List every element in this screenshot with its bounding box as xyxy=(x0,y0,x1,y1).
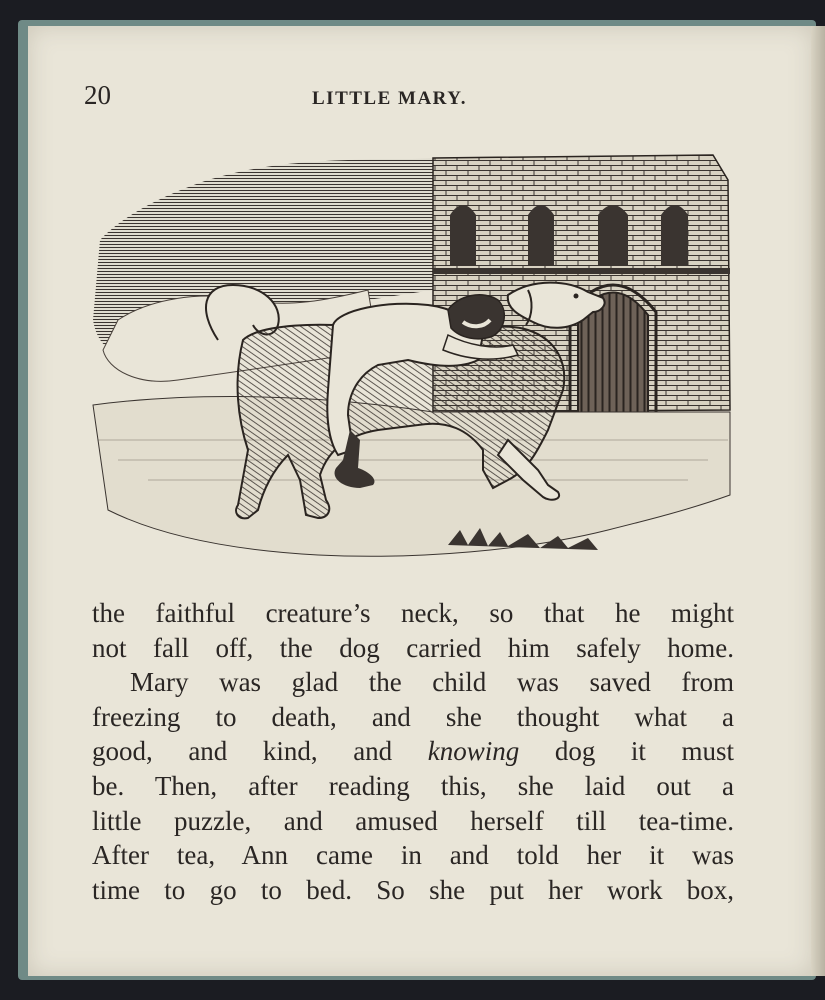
boy-head xyxy=(448,295,504,339)
italic-word: knowing xyxy=(427,736,520,767)
text-line: freezing to death, and she thought what a xyxy=(92,701,734,732)
text-line: not fall off, the dog carried him safely home. xyxy=(92,632,734,663)
text-line: After tea, Ann came in and told her it was xyxy=(92,840,734,871)
text-line: the faithful creature’s neck, so that he might xyxy=(92,598,734,628)
text-line: little puzzle, and amused herself till tea-time. xyxy=(92,805,734,836)
text-line xyxy=(92,734,734,769)
text-line: Mary was glad the child was saved from xyxy=(130,667,734,698)
text-span: dog it must xyxy=(519,736,734,767)
woodcut-illustration xyxy=(88,150,733,570)
text-line: time to go to bed. So she put her work box, xyxy=(92,874,734,905)
page-gutter xyxy=(811,26,825,976)
text-span: good, and kind, and xyxy=(92,736,428,767)
body-text xyxy=(92,596,734,907)
page-number: 20 xyxy=(84,80,111,110)
running-head: LITTLE MARY. xyxy=(312,88,467,109)
text-line: be. Then, after reading this, she laid out a xyxy=(92,770,734,801)
